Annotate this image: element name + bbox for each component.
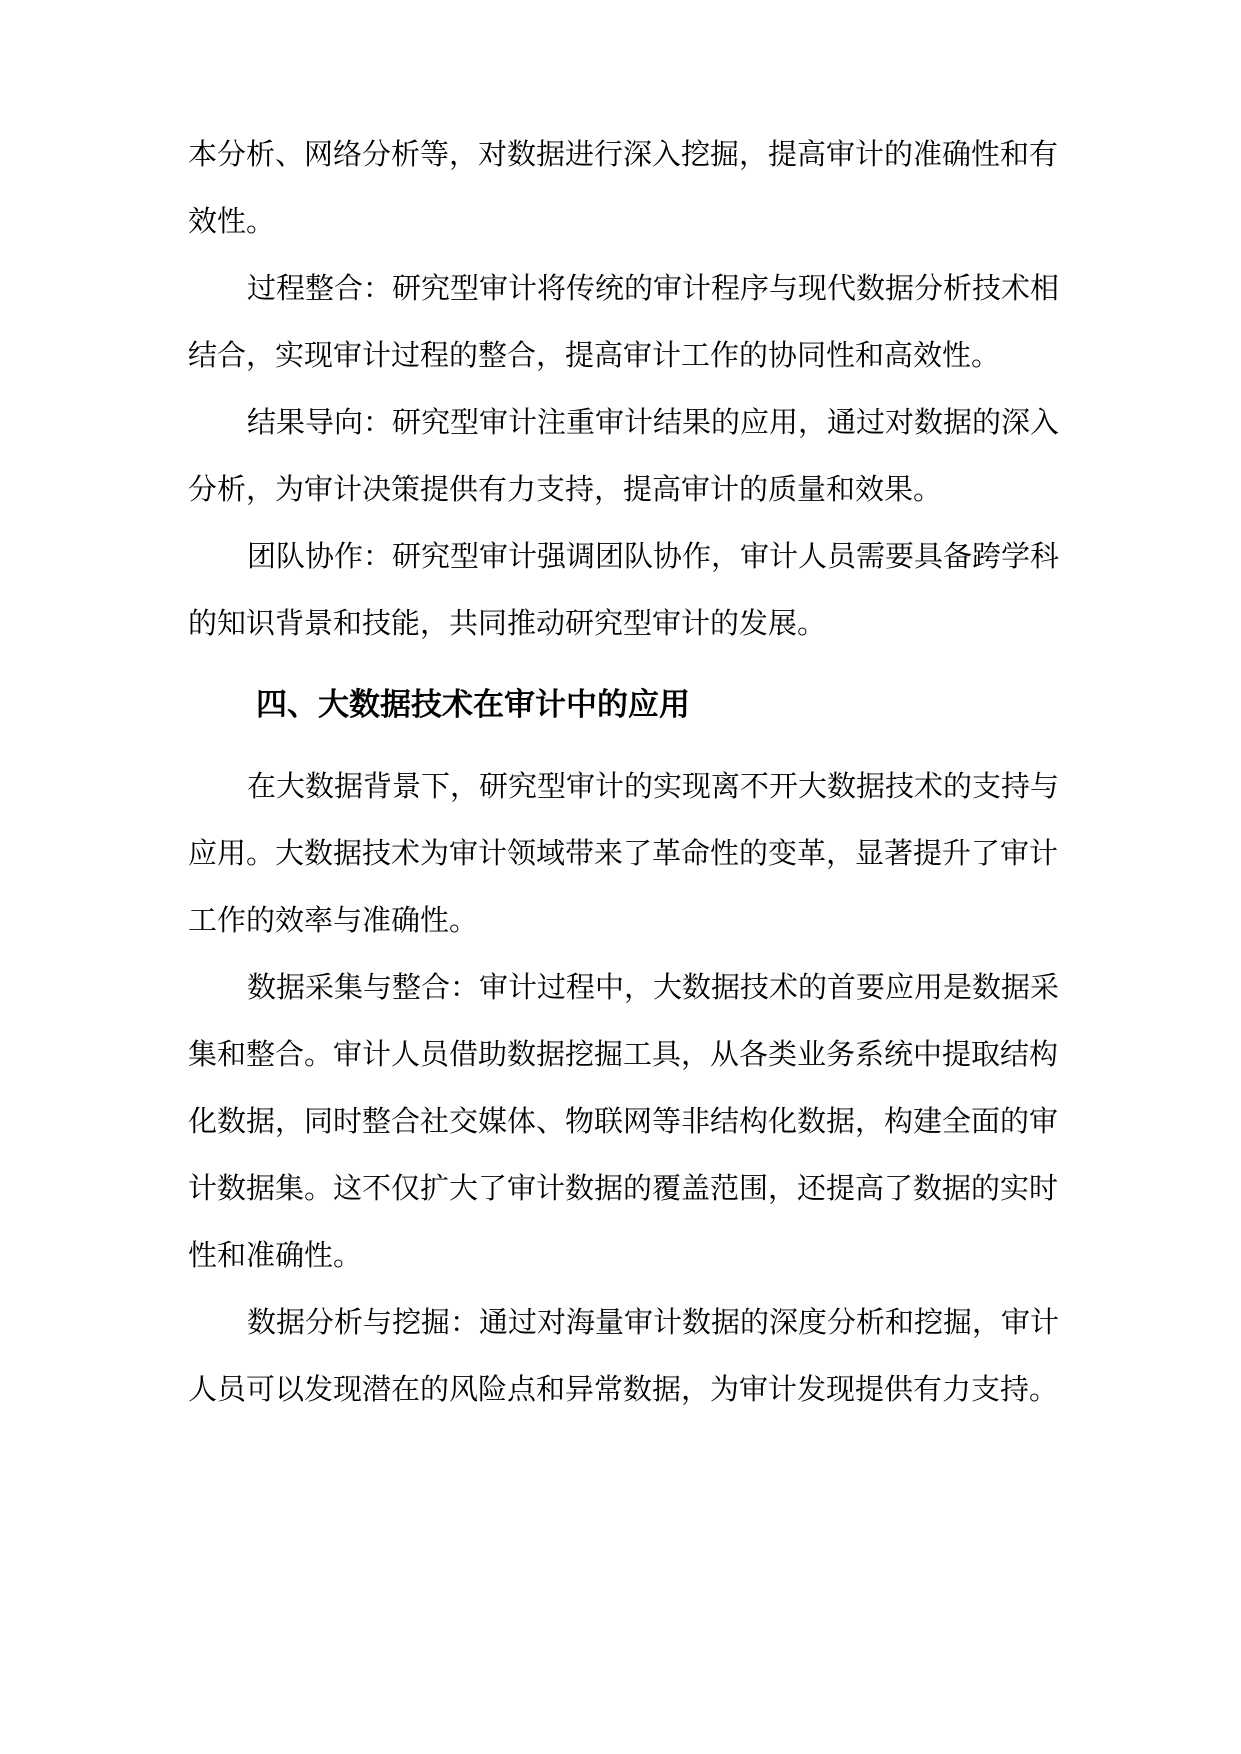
section-paragraph-3-line-1: 数据分析与挖掘：通过对海量审计数据的深度分析和挖掘，审计 [247, 1305, 1060, 1339]
paragraph-4-line-2: 的知识背景和技能，共同推动研究型审计的发展。 [188, 606, 827, 640]
section-paragraph-2-line-1: 数据采集与整合：审计过程中，大数据技术的首要应用是数据采 [247, 970, 1060, 1004]
paragraph-2-line-1: 过程整合：研究型审计将传统的审计程序与现代数据分析技术相 [247, 271, 1060, 305]
section-paragraph-2-line-2: 集和整合。审计人员借助数据挖掘工具，从各类业务系统中提取结构 [188, 1037, 1059, 1071]
paragraph-4-line-1: 团队协作：研究型审计强调团队协作，审计人员需要具备跨学科 [247, 539, 1060, 573]
section-paragraph-2-line-4: 计数据集。这不仅扩大了审计数据的覆盖范围，还提高了数据的实时 [188, 1171, 1059, 1205]
paragraph-2-line-2: 结合，实现审计过程的整合，提高审计工作的协同性和高效性。 [188, 338, 1001, 372]
section-paragraph-1-line-1: 在大数据背景下，研究型审计的实现离不开大数据技术的支持与 [247, 769, 1060, 803]
paragraph-3-line-1: 结果导向：研究型审计注重审计结果的应用，通过对数据的深入 [247, 405, 1060, 439]
section-paragraph-1-line-3: 工作的效率与准确性。 [188, 903, 479, 937]
section-paragraph-2-line-5: 性和准确性。 [188, 1238, 363, 1272]
section-heading: 四、大数据技术在审计中的应用 [256, 687, 690, 723]
section-paragraph-3-line-2: 人员可以发现潜在的风险点和异常数据，为审计发现提供有力支持。 [188, 1372, 1059, 1406]
paragraph-1-line-1: 本分析、网络分析等，对数据进行深入挖掘，提高审计的准确性和有 [188, 137, 1059, 171]
section-paragraph-2-line-3: 化数据，同时整合社交媒体、物联网等非结构化数据，构建全面的审 [188, 1104, 1059, 1138]
paragraph-1-line-2: 效性。 [188, 204, 276, 238]
paragraph-3-line-2: 分析，为审计决策提供有力支持，提高审计的质量和效果。 [188, 472, 943, 506]
section-paragraph-1-line-2: 应用。大数据技术为审计领域带来了革命性的变革，显著提升了审计 [188, 836, 1059, 870]
